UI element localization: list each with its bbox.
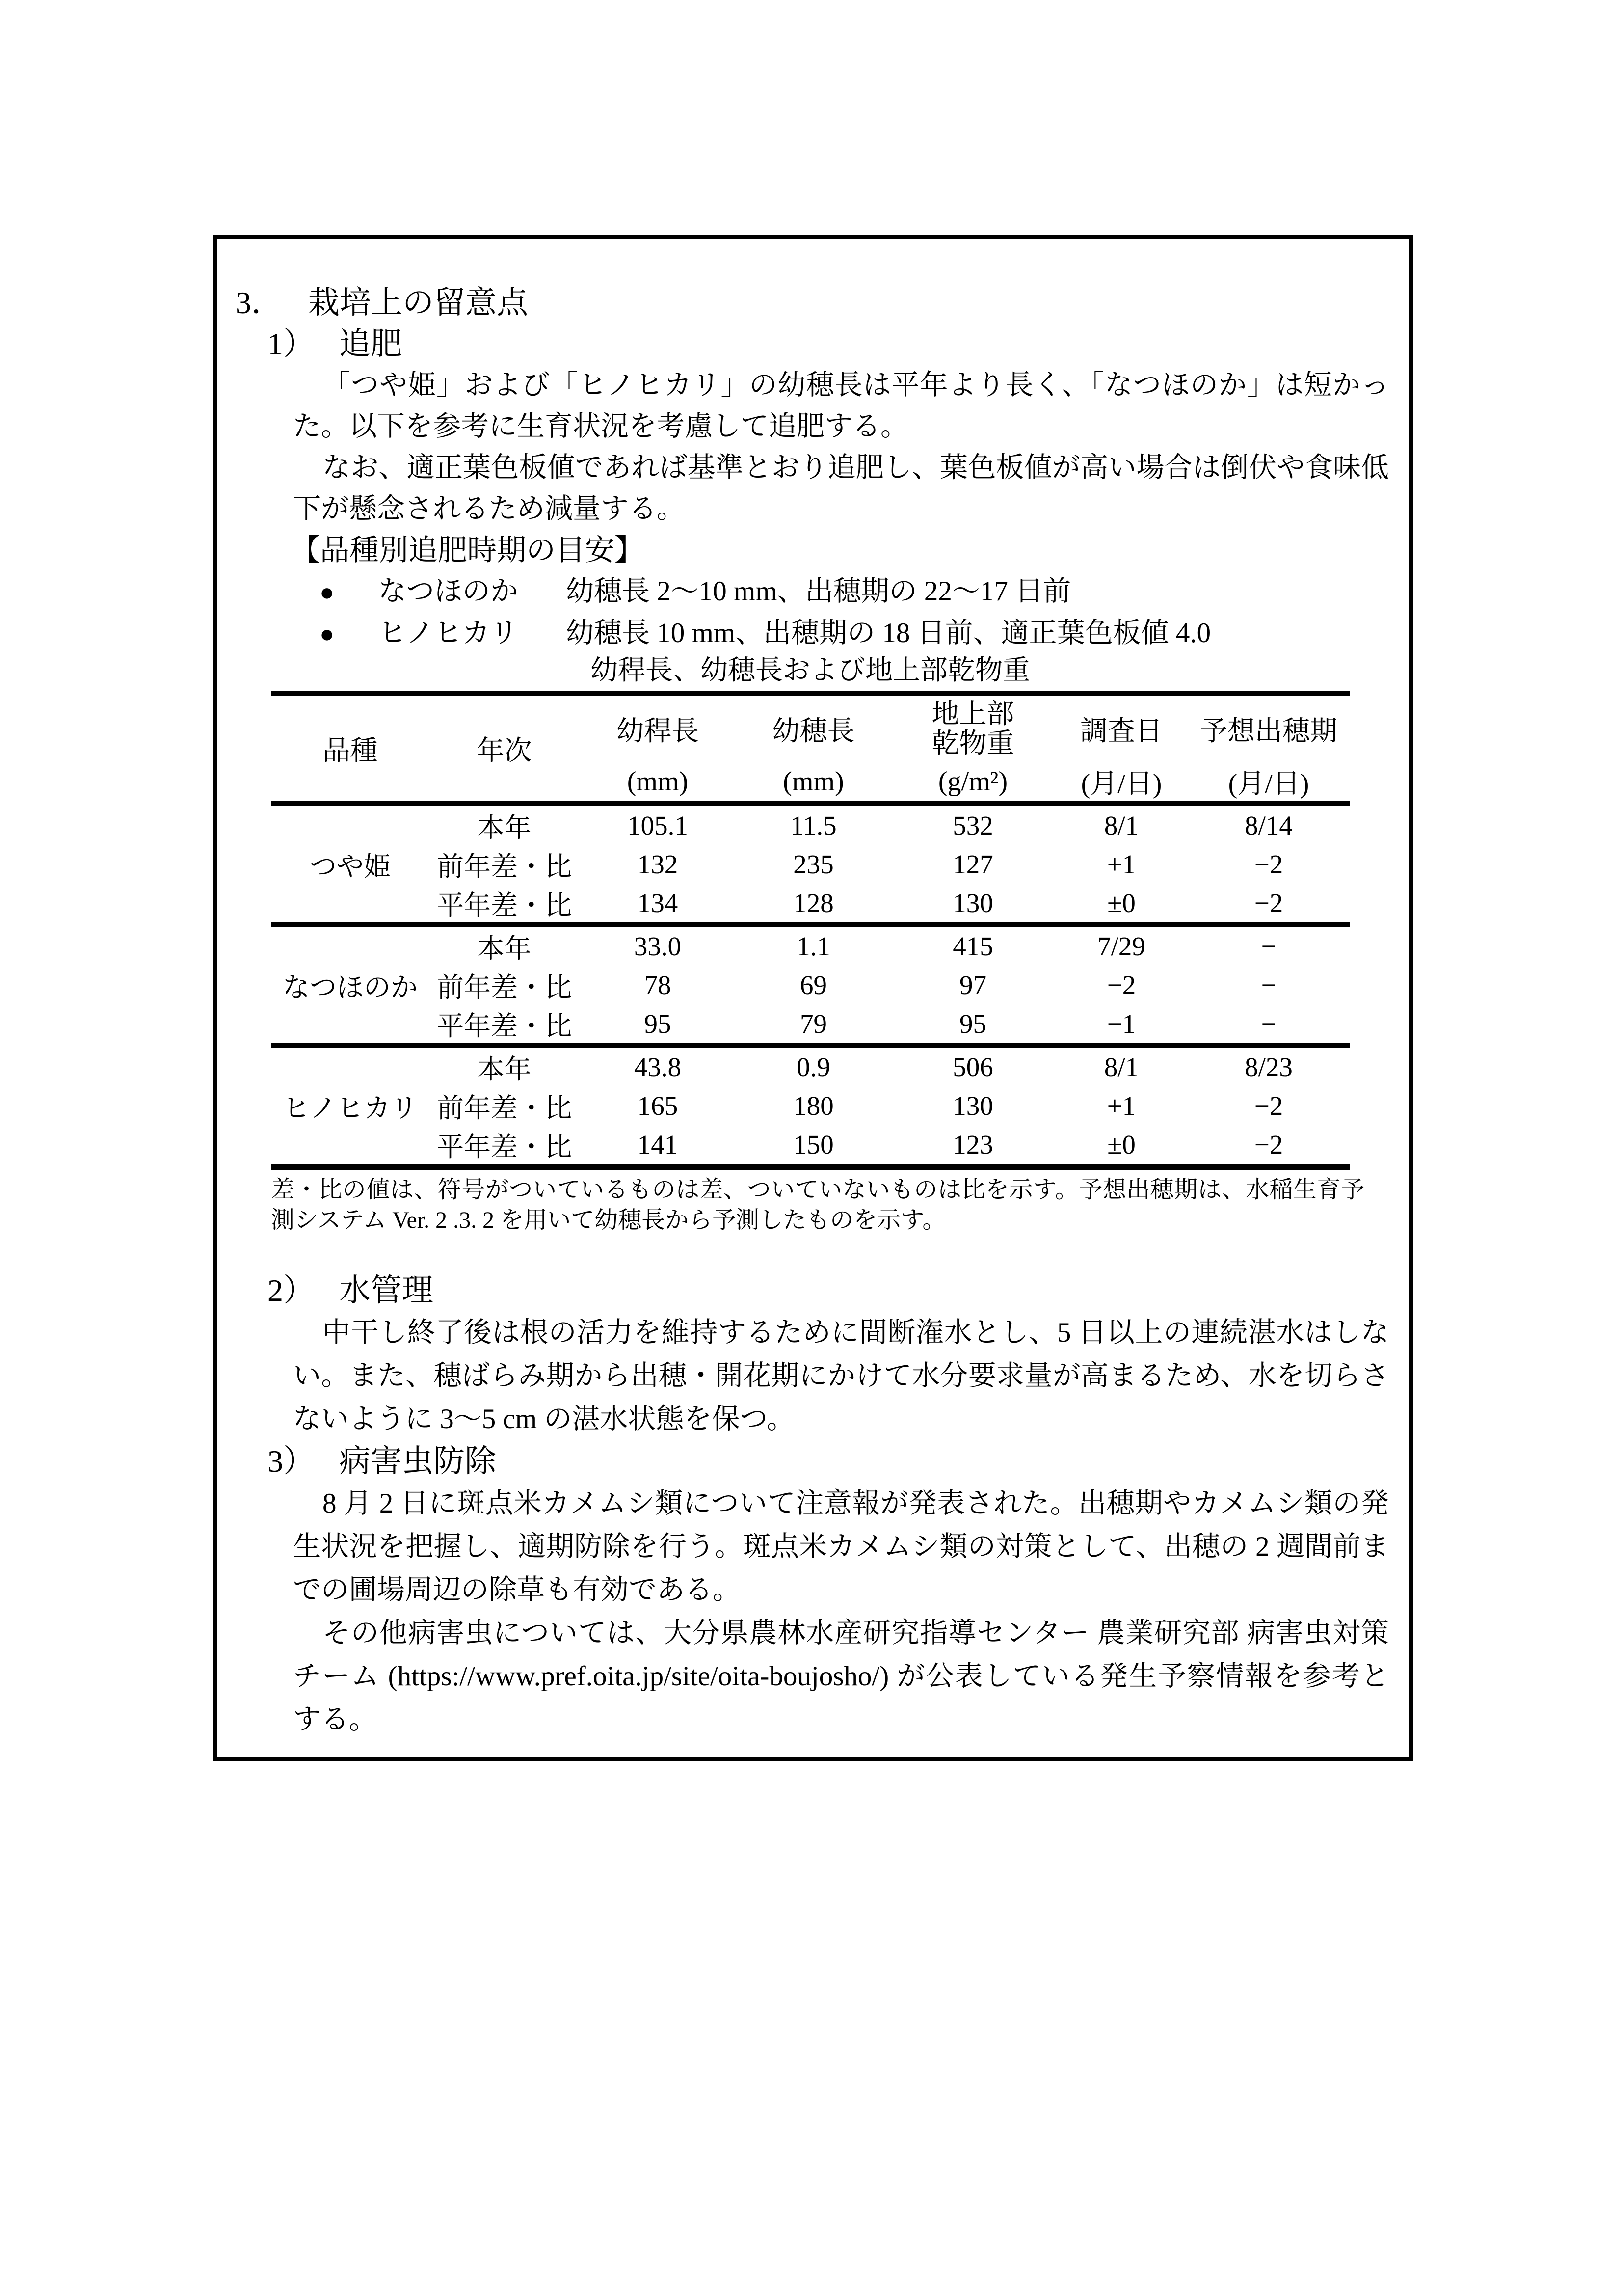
table-cell-forecast: −2 <box>1254 888 1283 918</box>
year-label: 平年差・比 <box>436 891 572 920</box>
year-label: 平年差・比 <box>436 1132 572 1162</box>
table-cell-forecast: −2 <box>1254 849 1283 879</box>
table-cell-survey: 7/29 <box>1097 931 1145 961</box>
col-header-drymatter-line2: 乾物重 <box>931 728 1014 759</box>
table-cell-panicle: 69 <box>800 970 827 1000</box>
table-cell-drymatter: 97 <box>959 970 986 1000</box>
table-group-hinohikari <box>271 1046 1350 1167</box>
table-row <box>271 1046 1350 1087</box>
table-cell-forecast: − <box>1261 1009 1277 1039</box>
table-cell-culm: 132 <box>637 849 678 879</box>
pest-paragraph-1: 8 月 2 日に斑点米カメムシ類について注意報が発表された。出穂期やカメムシ類の発生状況を把握し、適期防除を行う。斑点米カメムシ類の対策として、出穂の 2 週間前までの圃場周辺の除草も有効である。 <box>293 1488 1389 1605</box>
table-cell-panicle: 180 <box>793 1091 834 1121</box>
table-group-tsuyahime <box>271 804 1350 925</box>
year-label: 前年差・比 <box>436 1093 572 1123</box>
table-cell-forecast: −2 <box>1254 1130 1283 1160</box>
table-cell-culm: 78 <box>644 970 671 1000</box>
unit-drymatter: (g/m²) <box>938 766 1008 797</box>
table-row <box>271 804 1350 845</box>
table-title: 幼稈長、幼穂長および地上部乾物重 <box>590 655 1030 686</box>
col-header-variety: 品種 <box>322 735 378 766</box>
bullet-icon: ● <box>319 620 335 648</box>
table-cell-panicle: 11.5 <box>790 810 837 840</box>
table-cell-forecast: 8/14 <box>1245 810 1293 840</box>
table-cell-survey: 8/1 <box>1104 810 1139 840</box>
col-header-drymatter <box>891 693 1055 762</box>
year-label: 平年差・比 <box>436 1011 572 1041</box>
unit-forecast: (月/日) <box>1228 769 1309 799</box>
bullet-item-hinohikari <box>319 613 1389 654</box>
table-cell-culm: 105.1 <box>627 810 688 840</box>
table-cell-survey: +1 <box>1107 849 1136 879</box>
bullet-icon: ● <box>319 578 335 606</box>
subsection-heading-water <box>267 1270 1389 1311</box>
table-row <box>271 1125 1350 1167</box>
variety-label: つや姫 <box>309 852 391 882</box>
year-label: 前年差・比 <box>436 972 572 1002</box>
table-cell-survey: −2 <box>1107 970 1136 1000</box>
table-cell-culm: 95 <box>644 1009 671 1039</box>
unit-survey: (月/日) <box>1081 769 1162 799</box>
section-number: 3． <box>236 285 283 320</box>
col-header-culm-length: 幼稈長 <box>616 716 699 747</box>
unit-culm: (mm) <box>627 766 689 797</box>
table-header <box>271 693 1350 804</box>
table-row <box>271 884 1350 925</box>
table-cell-culm: 43.8 <box>634 1052 682 1082</box>
content-frame <box>213 235 1413 1761</box>
subsection-number: 2） <box>267 1273 315 1308</box>
year-label: 本年 <box>477 813 532 843</box>
table-cell-forecast: − <box>1261 931 1277 961</box>
subsection-heading-pest <box>267 1441 1389 1482</box>
col-header-drymatter-line1: 地上部 <box>931 699 1014 729</box>
water-paragraph: 中干し終了後は根の活力を維持するために間断潅水とし、5 日以上の連続湛水はしない。また、穂ばらみ期から出穂・開花期にかけて水分要求量が高まるため、水を切らさないように 3～5 cm の湛水状態を保つ。 <box>293 1317 1389 1434</box>
table-cell-forecast: 8/23 <box>1245 1052 1293 1082</box>
section-heading <box>236 282 1389 324</box>
table-cell-panicle: 128 <box>793 888 834 918</box>
col-header-panicle-length: 幼穂長 <box>772 716 855 747</box>
table-cell-panicle: 1.1 <box>797 931 830 961</box>
table-row <box>271 1086 1350 1125</box>
table-cell-drymatter: 415 <box>953 931 993 961</box>
table-cell-survey: 8/1 <box>1104 1052 1139 1082</box>
col-header-year: 年次 <box>477 735 532 766</box>
pest-paragraph-2: その他病害虫については、大分県農林水産研究指導センター 農業研究部 病害虫対策チーム (https://www.pref.oita.jp/site/oita-boujosho/) が公表している発生予察情報を参考とする。 <box>293 1618 1389 1735</box>
table-group-natsuhonoka <box>271 925 1350 1046</box>
bullet-variety: ヒノヒカリ <box>378 618 518 648</box>
table-cell-survey: −1 <box>1107 1009 1136 1039</box>
section-title: 栽培上の留意点 <box>308 285 528 320</box>
subsection-title: 水管理 <box>339 1273 433 1308</box>
topdressing-paragraph-2: なお、適正葉色板値であれば基準とおり追肥し、葉色板値が高い場合は倒伏や食味低下が懸念されるため減量する。 <box>293 452 1389 524</box>
year-label: 本年 <box>477 1054 532 1084</box>
table-cell-culm: 33.0 <box>634 931 682 961</box>
subsection-number: 1） <box>267 326 315 361</box>
variety-label: なつほのか <box>282 972 418 1002</box>
bullet-timing: 幼穂長 2～10 mm、出穂期の 22～17 日前 <box>566 576 1071 607</box>
table-cell-survey: +1 <box>1107 1091 1136 1121</box>
subsection-heading-topdressing <box>267 324 1389 365</box>
table-cell-culm: 134 <box>637 888 678 918</box>
topdressing-paragraph-1: 「つや姫」および「ヒノヒカリ」の幼穂長は平年より長く、「なつほのか」は短かった。以下を参考に生育状況を考慮して追肥する。 <box>293 370 1389 442</box>
table-cell-drymatter: 506 <box>953 1052 993 1082</box>
table-cell-survey: ±0 <box>1107 888 1136 918</box>
fertilizer-timing-heading: 【品種別追肥時期の目安】 <box>291 534 644 567</box>
year-label: 前年差・比 <box>436 852 572 882</box>
table-cell-drymatter: 130 <box>953 1091 993 1121</box>
unit-panicle: (mm) <box>783 766 844 797</box>
year-label: 本年 <box>477 934 532 964</box>
table-row <box>271 845 1350 884</box>
subsection-title: 追肥 <box>339 326 402 361</box>
table-row <box>271 1004 1350 1046</box>
growth-measurement-table <box>271 691 1350 1170</box>
table-cell-drymatter: 123 <box>953 1130 993 1160</box>
bullet-timing: 幼穂長 10 mm、出穂期の 18 日前、適正葉色板値 4.0 <box>566 618 1211 648</box>
bullet-item-natsuhonoka <box>319 571 1389 613</box>
table-cell-survey: ±0 <box>1107 1130 1136 1160</box>
table-cell-panicle: 0.9 <box>797 1052 830 1082</box>
table-row <box>271 925 1350 966</box>
table-cell-culm: 141 <box>637 1130 678 1160</box>
col-header-survey-date: 調査日 <box>1080 716 1163 747</box>
bullet-variety: なつほのか <box>378 576 518 607</box>
table-cell-forecast: − <box>1261 970 1277 1000</box>
col-header-forecast-heading-date: 予想出穂期 <box>1200 716 1337 747</box>
table-cell-drymatter: 95 <box>959 1009 986 1039</box>
table-footnote: 差・比の値は、符号がついているものは差、ついていないものは比を示す。予想出穂期は、水稲生育予測システム Ver. 2 .3. 2 を用いて幼穂長から予測したものを示す。 <box>271 1177 1364 1233</box>
table-cell-forecast: −2 <box>1254 1091 1283 1121</box>
table-cell-panicle: 235 <box>793 849 834 879</box>
subsection-title: 病害虫防除 <box>339 1444 496 1479</box>
table-cell-panicle: 150 <box>793 1130 834 1160</box>
table-cell-panicle: 79 <box>800 1009 827 1039</box>
table-cell-drymatter: 130 <box>953 888 993 918</box>
variety-label: ヒノヒカリ <box>283 1093 418 1123</box>
table-cell-drymatter: 532 <box>953 810 993 840</box>
table-cell-drymatter: 127 <box>953 849 993 879</box>
subsection-number: 3） <box>267 1444 315 1479</box>
table-row <box>271 966 1350 1004</box>
table-cell-culm: 165 <box>637 1091 678 1121</box>
